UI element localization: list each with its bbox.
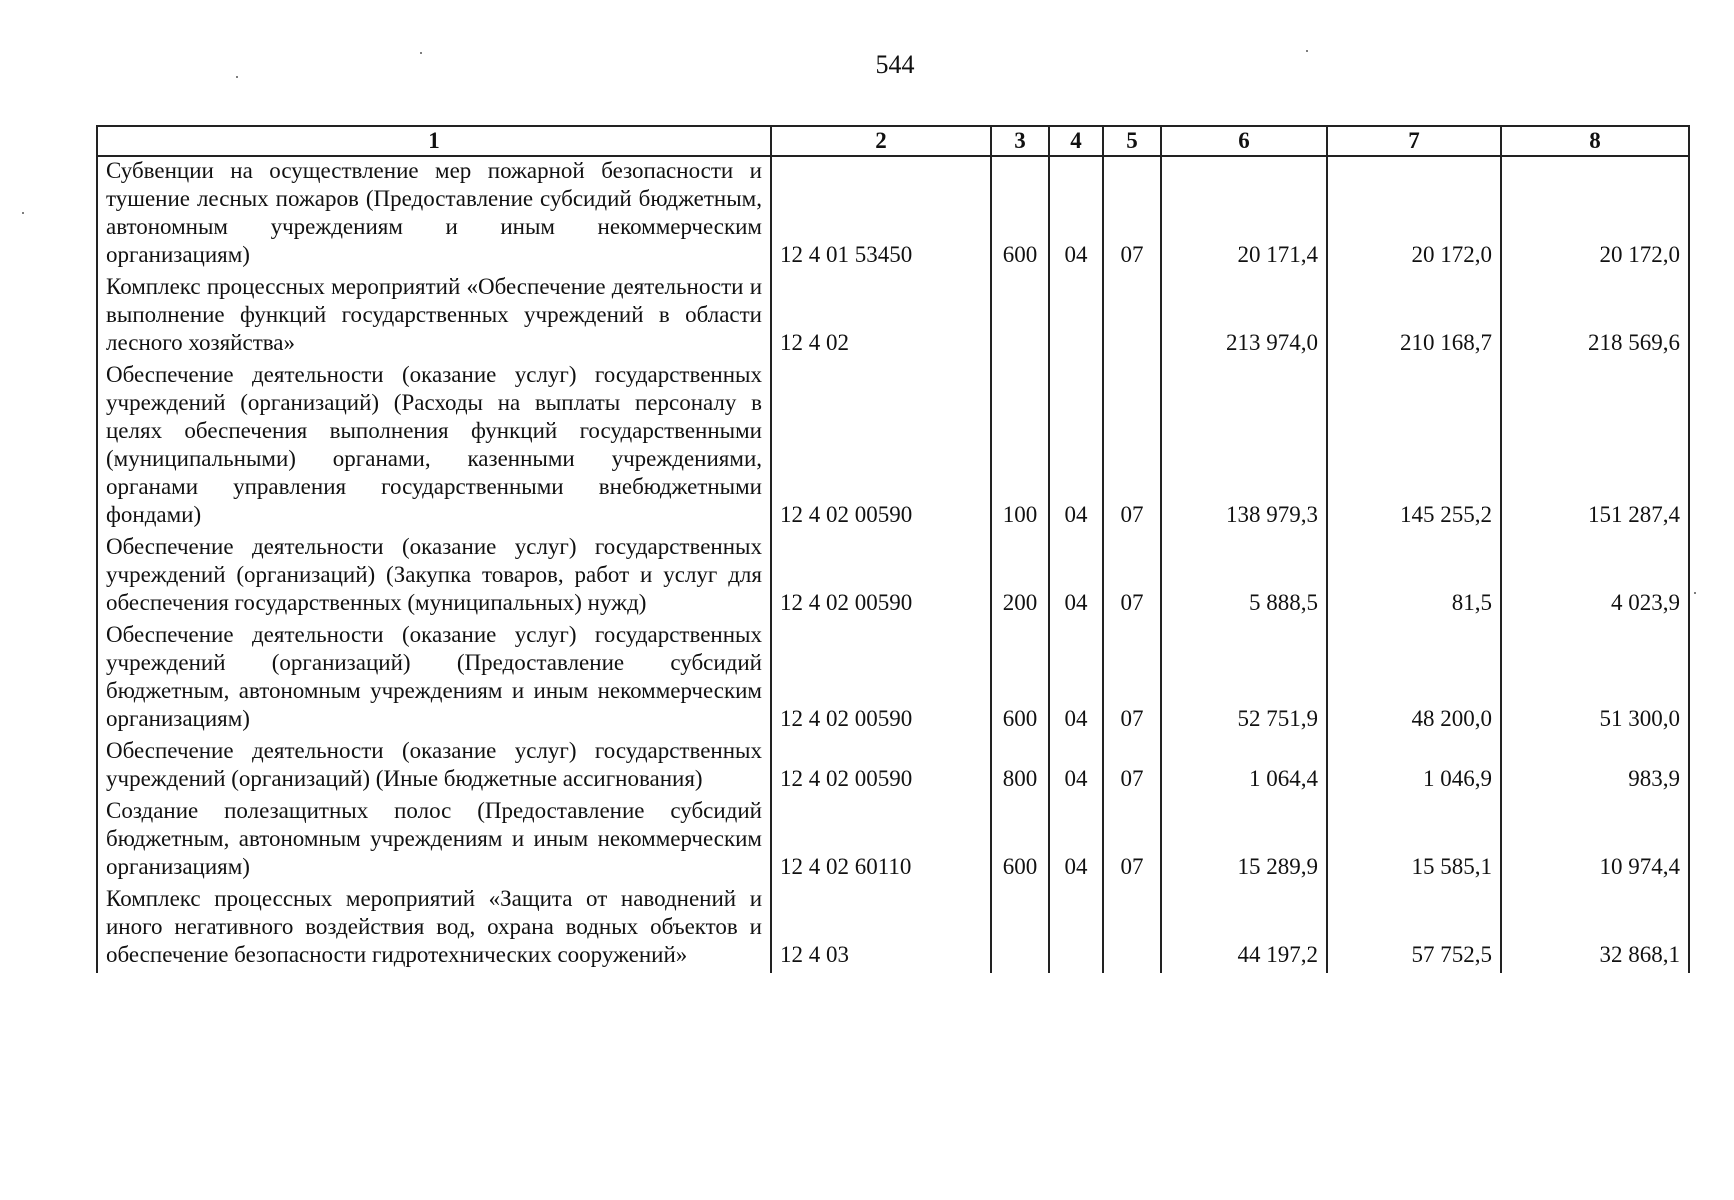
table-row [97,885,1689,973]
row-description: Комплекс процессных мероприятий «Защита от наводнений и иного негативного воздействия вод, охрана водных объектов и обеспечение безопасности гидротехнических сооружений» [97,885,771,973]
row-value-7: 48 200,0 [1327,621,1501,737]
row-col5 [1103,885,1161,973]
row-value-6: 5 888,5 [1161,533,1327,621]
row-value-7: 20 172,0 [1327,156,1501,273]
row-value-8: 983,9 [1501,737,1689,797]
col-header-7: 7 [1327,126,1501,156]
row-col3: 200 [991,533,1049,621]
header-row [97,126,1689,156]
row-col5: 07 [1103,361,1161,533]
table-row [97,361,1689,533]
col-header-1: 1 [97,126,771,156]
row-value-8: 32 868,1 [1501,885,1689,973]
scan-speck [1306,50,1308,52]
row-col4: 04 [1049,737,1103,797]
row-value-7: 81,5 [1327,533,1501,621]
row-col5: 07 [1103,621,1161,737]
scan-speck [420,52,422,54]
row-value-7: 15 585,1 [1327,797,1501,885]
row-code: 12 4 03 [771,885,991,973]
row-value-6: 213 974,0 [1161,273,1327,361]
row-description: Создание полезащитных полос (Предоставление субсидий бюджетным, автономным учреждениям и иным некоммерческим организациям) [97,797,771,885]
row-col3: 100 [991,361,1049,533]
row-value-8: 20 172,0 [1501,156,1689,273]
scan-speck [236,76,238,78]
col-header-4: 4 [1049,126,1103,156]
col-header-3: 3 [991,126,1049,156]
scan-speck [1694,592,1696,594]
col-header-8: 8 [1501,126,1689,156]
table-row [97,737,1689,797]
row-code: 12 4 02 00590 [771,361,991,533]
row-col5: 07 [1103,797,1161,885]
row-code: 12 4 01 53450 [771,156,991,273]
row-col4: 04 [1049,533,1103,621]
col-header-2: 2 [771,126,991,156]
row-col3: 600 [991,621,1049,737]
row-description: Обеспечение деятельности (оказание услуг) государственных учреждений (организаций) (Закупка товаров, работ и услуг для обеспечения государственных (муниципальных) нужд) [97,533,771,621]
row-col5: 07 [1103,533,1161,621]
row-value-8: 151 287,4 [1501,361,1689,533]
row-value-8: 10 974,4 [1501,797,1689,885]
table-row [97,797,1689,885]
row-code: 12 4 02 [771,273,991,361]
row-description: Обеспечение деятельности (оказание услуг) государственных учреждений (организаций) (Иные бюджетные ассигнования) [97,737,771,797]
table-row [97,621,1689,737]
row-code: 12 4 02 00590 [771,737,991,797]
row-value-8: 51 300,0 [1501,621,1689,737]
scan-speck [22,212,24,214]
row-col5 [1103,273,1161,361]
row-col5: 07 [1103,737,1161,797]
row-value-6: 15 289,9 [1161,797,1327,885]
row-col3: 600 [991,156,1049,273]
row-description: Обеспечение деятельности (оказание услуг) государственных учреждений (организаций) (Расходы на выплаты персоналу в целях обеспечения выполнения функций государственными (муниципальными) органами, казенными учреждениями, органами управления государственными внебюджетными фондами) [97,361,771,533]
row-value-7: 210 168,7 [1327,273,1501,361]
col-header-5: 5 [1103,126,1161,156]
col-header-6: 6 [1161,126,1327,156]
row-value-6: 20 171,4 [1161,156,1327,273]
row-value-8: 218 569,6 [1501,273,1689,361]
row-col4: 04 [1049,156,1103,273]
table-row [97,533,1689,621]
row-col5: 07 [1103,156,1161,273]
row-value-6: 138 979,3 [1161,361,1327,533]
row-col4 [1049,885,1103,973]
row-col3: 800 [991,737,1049,797]
row-col3 [991,273,1049,361]
row-col3 [991,885,1049,973]
row-value-7: 145 255,2 [1327,361,1501,533]
row-value-8: 4 023,9 [1501,533,1689,621]
row-description: Комплекс процессных мероприятий «Обеспечение деятельности и выполнение функций государственных учреждений в области лесного хозяйства» [97,273,771,361]
row-value-7: 1 046,9 [1327,737,1501,797]
row-value-6: 52 751,9 [1161,621,1327,737]
row-value-6: 44 197,2 [1161,885,1327,973]
row-col4: 04 [1049,621,1103,737]
budget-table [96,125,1690,973]
row-value-7: 57 752,5 [1327,885,1501,973]
row-code: 12 4 02 60110 [771,797,991,885]
table-row [97,156,1689,273]
row-col4: 04 [1049,361,1103,533]
row-col4 [1049,273,1103,361]
row-description: Субвенции на осуществление мер пожарной безопасности и тушение лесных пожаров (Предоставление субсидий бюджетным, автономным учреждениям и иным некоммерческим организациям) [97,156,771,273]
table-row [97,273,1689,361]
row-description: Обеспечение деятельности (оказание услуг) государственных учреждений (организаций) (Предоставление субсидий бюджетным, автономным учреждениям и иным некоммерческим организациям) [97,621,771,737]
page-number: 544 [875,50,915,79]
row-code: 12 4 02 00590 [771,533,991,621]
row-code: 12 4 02 00590 [771,621,991,737]
row-value-6: 1 064,4 [1161,737,1327,797]
row-col3: 600 [991,797,1049,885]
row-col4: 04 [1049,797,1103,885]
